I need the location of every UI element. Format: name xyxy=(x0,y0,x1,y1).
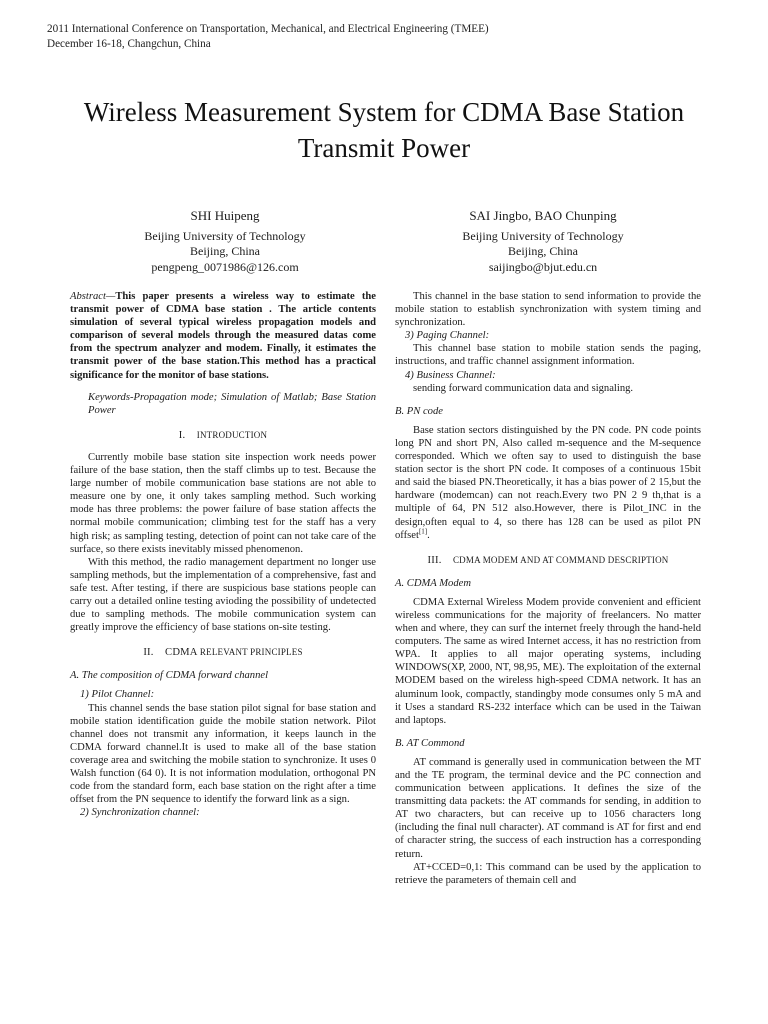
paragraph: CDMA External Wireless Modem provide convenient and efficient wireless communications for the majority of freelancers. No matter when and where, they can surf the internet freely through the hand-held computers. The same as wired Internet access, it has no restriction from WPA. It applies to all major operating systems, including WINDOWS(XP, 2000, NT, 98,95, ME). The exploitation of the external MODEM based on the wireless high-speed CDMA network. It has an aluminum look, compactly, standingby mode consumes only 5 mA and it Uses a standard RS-232 interface which can be used in the Taiwan and laptops. xyxy=(395,596,701,726)
author-affiliation: Beijing University of Technology xyxy=(144,228,306,243)
section-heading-cdma-modem: III. CDMA MODEM AND AT COMMAND DESCRIPTION xyxy=(427,554,669,566)
author-affiliation: Beijing University of Technology xyxy=(462,228,624,243)
subsubsection-heading: 3) Paging Channel: xyxy=(405,330,490,342)
author-email: saijingbo@bjut.edu.cn xyxy=(488,259,598,274)
author-block-2 xyxy=(418,208,668,275)
subsubsection-heading: 4) Business Channel: xyxy=(405,369,496,381)
subsubsection-heading: 2) Synchronization channel: xyxy=(80,807,200,819)
paper-title: Wireless Measurement System for CDMA Base Station Transmit Power xyxy=(83,97,685,163)
subsection-heading: A. The composition of CDMA forward channel xyxy=(70,670,269,682)
subsection-heading: B. PN code xyxy=(395,405,443,417)
subsubsection-heading: 1) Pilot Channel: xyxy=(80,689,155,701)
author-name: SAI Jingbo, BAO Chunping xyxy=(469,208,617,223)
author-email: pengpeng_0071986@126.com xyxy=(151,259,299,274)
paragraph: This channel in the base station to send information to provide the mobile station to establish synchronization with system timing and synchronization. xyxy=(395,291,701,329)
paragraph: sending forward communication data and signaling. xyxy=(413,382,634,394)
subsection-heading: B. AT Commond xyxy=(395,737,465,749)
paragraph: This channel sends the base station pilot signal for base station and mobile station identification guide the mobile station network. Pilot channel does not transmit any information, it keeps launch in the CDMA forward channel.It is used to make all of the base station coverage area and switching the mobile station to synchronize. It uses 0 Walsh function (64 0). It is not information modulation, orthogonal PN code from the standard form, each base station on the right after a time offset from the PN sequence to identify the forward link as a sign. xyxy=(70,702,376,806)
abstract xyxy=(70,290,376,382)
citation-ref: [1] xyxy=(418,527,428,536)
section-heading-introduction: I. INTRODUCTION xyxy=(178,429,268,441)
left-column xyxy=(70,290,376,819)
author-block-1 xyxy=(100,208,350,275)
paragraph: Currently mobile base station site inspection work needs power failure of the base station, then the staff climbs up to test. Because the large number of mobile communication base stations are not able to measure one by one, it only takes sampling method. Such working mode has three problems: the power failure of base station affects the normal mobile communication; climbing test for the staff has a very high risk; as sampling testing, detection of point can not take care of the surface, so there exists inevitably missed phenomenon. xyxy=(70,451,376,555)
conference-header xyxy=(47,22,489,52)
paragraph: AT command is generally used in communication between the MT and the TE program, the terminal device and the PC connection and communication between applications. It defines the size of the transmitting data packets: the AT commands for sending, in addition to AT two characters, but can receive up to 1056 characters long (including the final null character). AT command is AT for first and end of character string, the success of each instruction has a corresponding return. xyxy=(395,756,701,860)
author-location: Beijing, China xyxy=(190,244,260,258)
abstract-text: This paper presents a wireless way to estimate the transmit power of CDMA base station . The article contents simulation of several typical wireless propagation models and comparison of several models through the measured datas come from the spectrum analyzer and modem. Finally, it estimates the transmit power of the base station.This method has a practical significance for the monitor of base stations. xyxy=(70,291,376,381)
paragraph: Base station sectors distinguished by the PN code. PN code points long PN and short PN, Also called m-sequence and the M-sequence corresponded. Which we often say to used to distinguish the base station sector is the short PN code. It composes of a continuous 15bit and said the biased PN.Theoretically, it has a bias power of 2 15,but the hardware (modemcan) can not reach.Every two PN 2 9 th,that is a multiple of 64, PN 512 also.However, there is Pilot_INC in the design,often equal to 4, so there has 128 can be used as pilot PN offset[1]. xyxy=(395,424,701,541)
conference-line-1: 2011 International Conference on Transportation, Mechanical, and Electrical Engineering (TMEE) xyxy=(47,23,489,35)
subsection-heading: A. CDMA Modem xyxy=(395,577,472,589)
paragraph: AT+CCED=0,1: This command can be used by the application to retrieve the parameters of themain cell and xyxy=(395,861,701,886)
keywords: Keywords-Propagation mode; Simulation of Matlab; Base Station Power xyxy=(88,391,376,416)
paragraph: With this method, the radio management department no longer use sampling methods, but the implementation of a comprehensive, fast and safe test. After testing, if there are suspicious base stations people can carry out a detailed online testing avioding the possibility of undetected due to sampling methods. The mobile communication system can greatly improve the efficiency of base stations on-site testing. xyxy=(70,556,376,634)
paragraph: This channel base station to mobile station sends the paging, instructions, and traffic channel assignment information. xyxy=(395,343,701,368)
right-column xyxy=(395,290,701,887)
author-location: Beijing, China xyxy=(508,244,578,258)
abstract-label: Abstract— xyxy=(70,291,116,302)
section-heading-cdma-principles: II. CDMA RELEVANT PRINCIPLES xyxy=(143,647,303,659)
author-name: SHI Huipeng xyxy=(190,208,260,223)
conference-line-2: December 16-18, Changchun, China xyxy=(47,38,211,50)
